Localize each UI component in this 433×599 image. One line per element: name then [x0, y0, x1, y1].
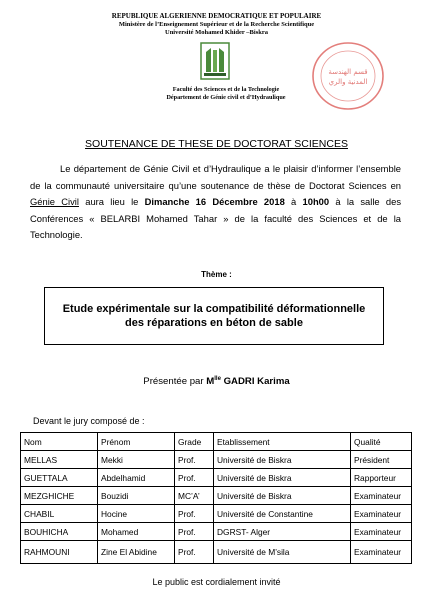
defense-time: 10h00	[302, 196, 330, 208]
university-logo	[200, 42, 230, 80]
cell-nom: GUETTALA	[21, 469, 98, 487]
ministry-line: Ministère de l’Enseignement Supérieur et de la Recherche Scientifique	[118, 21, 315, 28]
cell-grade: MC’A’	[175, 487, 214, 505]
faculty-block	[146, 86, 306, 102]
candidate-title-sup: lle	[214, 376, 221, 382]
announcement-text: à la salle des Conférences « BELARBI Mohamed Tahar » de la faculté des Sciences et de la Technologie.	[30, 196, 402, 241]
jury-label: Devant le jury composé de :	[33, 416, 145, 426]
cell-qualite: Examinateur	[351, 505, 412, 523]
cell-qualite: Examinateur	[351, 487, 412, 505]
cell-prenom: Hocine	[98, 505, 175, 523]
svg-text:المدنية والري: المدنية والري	[328, 78, 368, 86]
jury-table	[20, 432, 412, 564]
table-row	[21, 505, 412, 523]
cell-grade: Prof.	[175, 523, 214, 541]
header-qualite: Qualité	[351, 433, 412, 451]
theme-label: Thème :	[201, 270, 232, 279]
announcement-text: Le département de Génie Civil et d’Hydraulique a le plaisir d’informer l’ensemble de la communauté universitaire qu’une soutenance de thèse de Doctorat Sciences en	[30, 163, 401, 191]
cell-prenom: Bouzidi	[98, 487, 175, 505]
defense-date: Dimanche 16 Décembre 2018	[144, 196, 285, 208]
announcement-text: aura lieu le	[78, 196, 145, 208]
document-title: SOUTENANCE DE THESE DE DOCTORAT SCIENCES	[85, 138, 348, 150]
theme-line-1: Etude expérimentale sur la compatibilité déformationnelle	[62, 303, 366, 315]
institution-header	[0, 12, 433, 37]
header-nom: Nom	[21, 433, 98, 451]
table-row	[21, 451, 412, 469]
theme-line-2: des réparations en béton de sable	[125, 317, 303, 329]
faculty-line: Faculté des Sciences et de la Technologie	[172, 86, 280, 93]
candidate-name: GADRI Karima	[220, 376, 290, 388]
cell-prenom: Zine El Abidine	[98, 541, 175, 564]
table-row	[21, 487, 412, 505]
thesis-theme-box	[44, 287, 384, 345]
republic-line: REPUBLIQUE ALGERIENNE DEMOCRATIQUE ET POPULAIRE	[111, 12, 322, 20]
cell-qualite: Examinateur	[351, 523, 412, 541]
cell-nom: MEZGHICHE	[21, 487, 98, 505]
announcement-text: à	[284, 196, 303, 208]
svg-text:قسم الهندسة: قسم الهندسة	[328, 68, 368, 76]
header-prenom: Prénom	[98, 433, 175, 451]
cell-etablissement: DGRST- Alger	[214, 523, 351, 541]
cell-nom: RAHMOUNI	[21, 541, 98, 564]
table-row	[21, 469, 412, 487]
table-row	[21, 523, 412, 541]
department-line: Département de Génie civil et d’Hydraulique	[166, 94, 286, 101]
cell-prenom: Mekki	[98, 451, 175, 469]
university-line: Université Mohamed Khider –Biskra	[165, 29, 268, 36]
cell-etablissement: Université de Biskra	[214, 451, 351, 469]
cell-nom: MELLAS	[21, 451, 98, 469]
cell-etablissement: Université de Biskra	[214, 469, 351, 487]
field-underlined: Génie Civil	[30, 196, 79, 208]
cell-etablissement: Université de Constantine	[214, 505, 351, 523]
cell-qualite: Rapporteur	[351, 469, 412, 487]
header-grade: Grade	[175, 433, 214, 451]
cell-qualite: Examinateur	[351, 541, 412, 564]
cell-grade: Prof.	[175, 505, 214, 523]
announcement-paragraph	[30, 161, 401, 244]
header-etablissement: Etablissement	[214, 433, 351, 451]
department-stamp	[310, 38, 386, 114]
cell-nom: BOUHICHA	[21, 523, 98, 541]
presented-by	[0, 376, 433, 387]
cell-grade: Prof.	[175, 451, 214, 469]
presented-prefix: Présentée par	[143, 376, 207, 388]
cell-grade: Prof.	[175, 541, 214, 564]
cell-nom: CHABIL	[21, 505, 98, 523]
cell-prenom: Abdelhamid	[98, 469, 175, 487]
table-row	[21, 541, 412, 564]
candidate-title: M	[206, 376, 215, 388]
table-header-row	[21, 433, 412, 451]
cell-prenom: Mohamed	[98, 523, 175, 541]
cell-etablissement: Université de Biskra	[214, 487, 351, 505]
cell-grade: Prof.	[175, 469, 214, 487]
cell-etablissement: Université de M’sila	[214, 541, 351, 564]
cell-qualite: Président	[351, 451, 412, 469]
closing-invitation: Le public est cordialement invité	[152, 577, 281, 587]
